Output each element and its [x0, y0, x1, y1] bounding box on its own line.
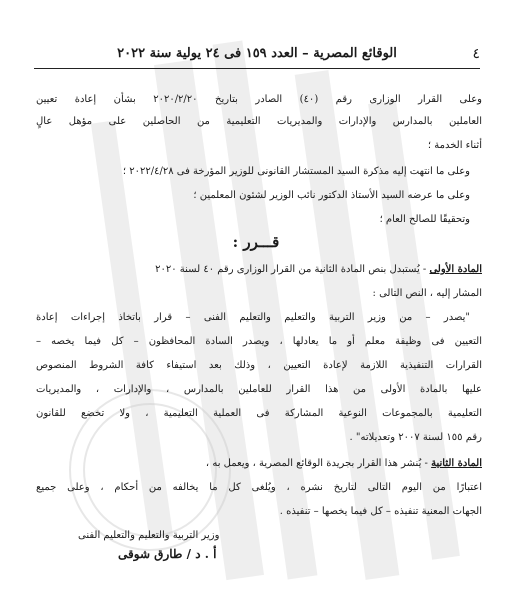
quoted-line-2: التعيين فى وظيفة معلم أو ما يعادلها ، ويصدر السادة المحافظون – كل فيما يخصه – [36, 336, 482, 347]
page-number: ٤ [472, 46, 480, 62]
quoted-line-6: رقم ١٥٥ لسنة ٢٠٠٧ وتعديلاته" . [349, 432, 482, 443]
article-1-text: - يُستبدل بنص المادة الثانية من القرار الوزارى رقم ٤٠ لسنة ٢٠٢٠ [155, 264, 430, 275]
article-2-line-2: اعتبارًا من اليوم التالى لتاريخ نشره ، ويُلغى كل ما يخالفه من أحكام ، وعلى جميع [36, 482, 482, 493]
article-2-text: - يُنشر هذا القرار بجريدة الوقائع المصرية ، ويعمل به ، [205, 458, 432, 469]
decree-heading: قـــرر : [232, 233, 280, 251]
quoted-line-1: "يصدر – من وزير التربية والتعليم والتعليم الفنى – قرار باتخاذ إجراءات إعادة [36, 312, 470, 323]
article-2-line-3: الجهات المعنية تنفيذه – كل فيما يخصها – تنفيذه . [279, 506, 482, 517]
preamble-line-6: وتحقيقًا للصالح العام ؛ [379, 214, 470, 225]
article-1-line-1 [36, 264, 482, 276]
signature-name: أ . د / طارق شوقى [118, 547, 217, 561]
quoted-line-4: عليها بالمادة الأولى من هذا القرار للعاملين بالمدارس ، والإدارات ، والمديريات [36, 384, 482, 395]
article-2-label: المادة الثانية [431, 458, 482, 469]
article-1-label: المادة الأولى [429, 264, 482, 275]
gazette-title: الوقائع المصرية – العدد ١٥٩ فى ٢٤ يولية سنة ٢٠٢٢ [117, 46, 397, 61]
quoted-line-3: القرارات التنفيذية اللازمة لإعادة التعيين ، وذلك بعد استيفاء كافة الشروط المنصوص [36, 360, 482, 371]
page-header [34, 42, 480, 69]
preamble-line-2: العاملين بالمدارس والإدارات والمديريات التعليمية من الحاصلين على مؤهل عالٍ [36, 116, 482, 127]
preamble-line-1: وعلى القرار الوزارى رقم (٤٠) الصادر بتاريخ ٢٠٢٠/٢/٢٠ بشأن إعادة تعيين [36, 94, 482, 105]
preamble-line-3: أثناء الخدمة ؛ [427, 140, 482, 151]
article-1-line-2: المشار إليه ، النص التالى : [372, 288, 482, 299]
preamble-line-5: وعلى ما عرضه السيد الأستاذ الدكتور نائب الوزير لشئون المعلمين ؛ [193, 190, 470, 201]
quoted-line-5: التعليمية بالمجموعات النوعية المشاركة فى العملية التعليمية ، ولا تخضع للقانون [36, 408, 482, 419]
signature-title: وزير التربية والتعليم والتعليم الفنى [78, 530, 220, 541]
article-2-line-1 [36, 458, 482, 470]
preamble-line-4: وعلى ما انتهت إليه مذكرة السيد المستشار القانونى للوزير المؤرخة فى ٢٠٢٢/٤/٢٨ ؛ [122, 166, 470, 177]
